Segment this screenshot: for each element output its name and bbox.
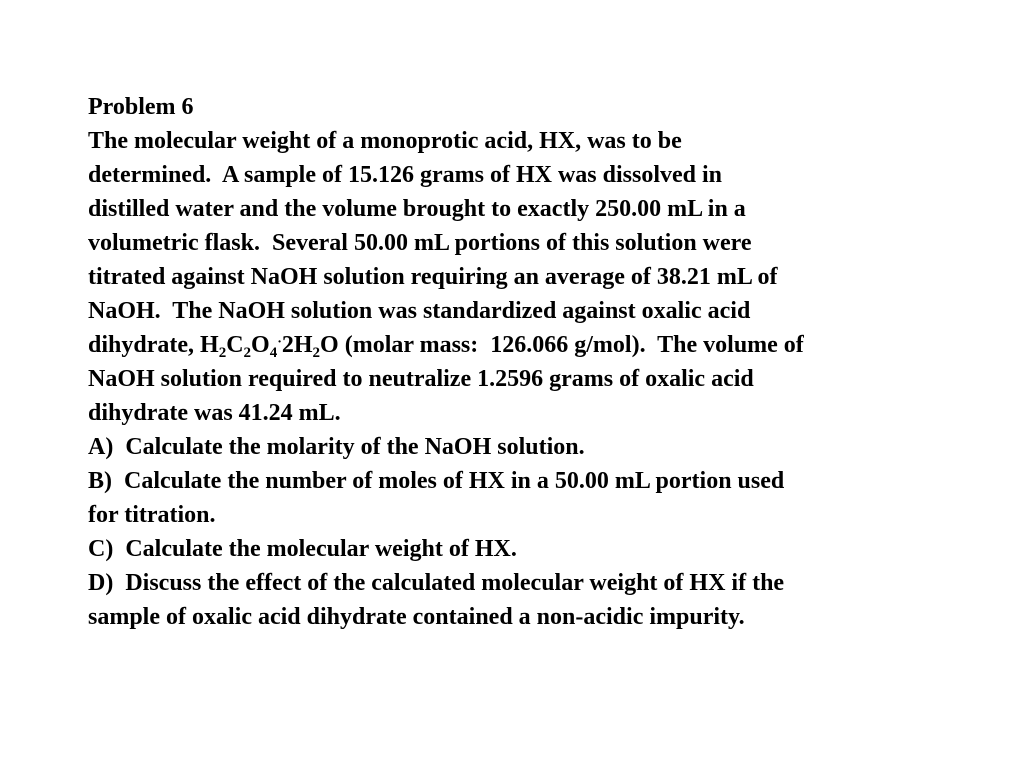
problem-line-2: determined. A sample of 15.126 grams of HX was dissolved in [88,162,723,188]
problem-line-3: distilled water and the volume brought to exactly 250.00 mL in a [88,196,746,222]
formula-hydrate-dot: · [277,335,282,350]
formula-water-subscript: 2 [312,345,321,361]
problem-line-9: dihydrate was 41.24 mL. [88,400,341,426]
formula-h: H [200,332,219,358]
problem-line-4: volumetric flask. Several 50.00 mL portions of this solution were [88,230,752,256]
problem-title: Problem 6 [88,94,194,120]
problem-line-1: The molecular weight of a monoprotic acid, HX, was to be [88,128,682,154]
question-b-line-1: B) Calculate the number of moles of HX in a 50.00 mL portion used [88,468,785,494]
question-a: A) Calculate the molarity of the NaOH solution. [88,434,585,460]
formula-c-subscript: 2 [243,345,252,361]
question-b-line-2: for titration. [88,502,216,528]
formula-suffix: (molar mass: 126.066 g/mol). The volume of [338,332,804,358]
problem-line-8: NaOH solution required to neutralize 1.2596 grams of oxalic acid [88,366,754,392]
question-c: C) Calculate the molecular weight of HX. [88,536,517,562]
problem-text-block [88,90,988,634]
formula-water-coef: 2H [281,332,313,358]
formula-water-o: O [320,332,339,358]
problem-line-5: titrated against NaOH solution requiring an average of 38.21 mL of [88,264,778,290]
question-d-line-2: sample of oxalic acid dihydrate contained a non-acidic impurity. [88,604,745,630]
formula-o: O [251,332,270,358]
formula-c: C [226,332,244,358]
formula-o-subscript: 4 [269,345,278,361]
formula-line [88,328,988,362]
problem-line-6: NaOH. The NaOH solution was standardized against oxalic acid [88,298,751,324]
formula-prefix: dihydrate, [88,332,201,358]
formula-h-subscript: 2 [218,345,227,361]
question-d-line-1: D) Discuss the effect of the calculated molecular weight of HX if the [88,570,785,596]
